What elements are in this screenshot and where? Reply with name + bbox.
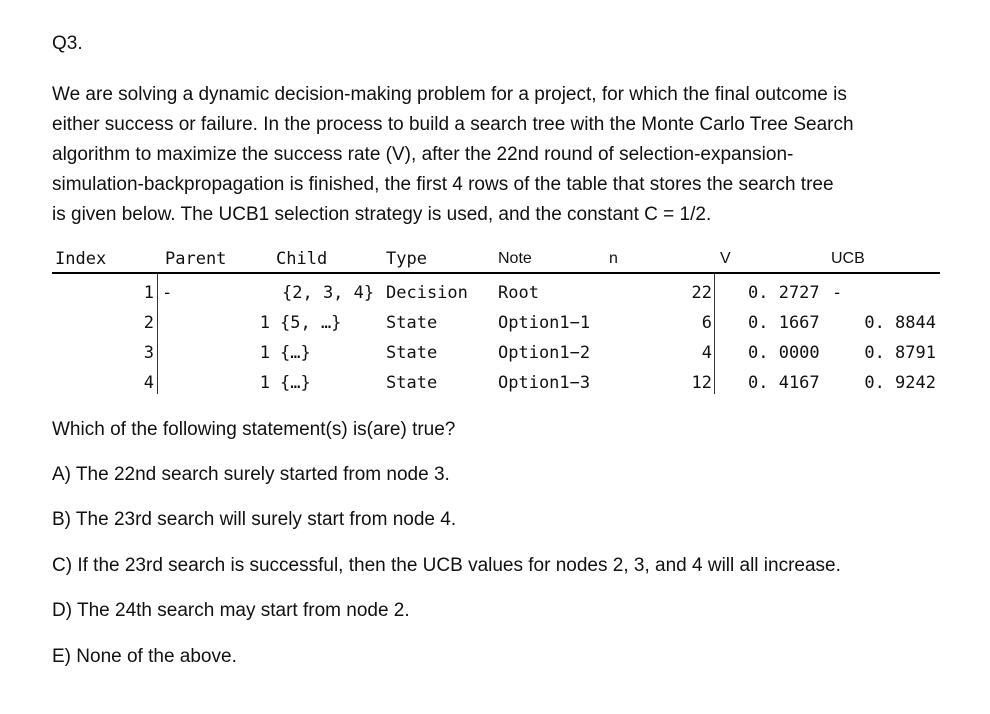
cell-v: 0. 1667 [748,313,820,333]
cell-n: 12 [691,373,712,393]
cell-type: State [386,313,438,333]
cell-type: State [386,343,438,363]
header-rule [52,272,940,274]
option-b: B) The 23rd search will surely start from node 4. [52,509,457,530]
header-child: Child [276,249,328,269]
cell-parent: 1 [259,373,270,393]
cell-parent: 1 [259,343,270,363]
option-e: E) None of the above. [52,646,237,667]
cell-type: State [386,373,438,393]
intro-line: algorithm to maximize the success rate (V), after the 22nd round of selection-expansion- [52,144,794,165]
cell-child: {5, …} [280,313,342,333]
option-a: A) The 22nd search surely started from node 3. [52,464,450,485]
cell-note: Option1−2 [498,343,591,363]
cell-note: Option1−3 [498,373,591,393]
cell-child: {…} [280,373,311,393]
cell-parent: 1 [259,313,270,333]
cell-index: 1 [143,283,154,303]
column-divider [714,274,715,394]
intro-line: is given below. The UCB1 selection strategy is used, and the constant C = 1/2. [52,204,712,225]
header-v: V [720,250,731,267]
cell-child: {2, 3, 4} [282,283,375,303]
intro-line: simulation-backpropagation is finished, the first 4 rows of the table that stores the search tree [52,174,834,195]
header-ucb: UCB [831,250,865,267]
intro-line: We are solving a dynamic decision-making problem for a project, for which the final outcome is [52,84,847,105]
cell-n: 6 [701,313,712,333]
header-index: Index [55,249,107,269]
cell-v: 0. 0000 [748,343,820,363]
header-n: n [609,250,618,267]
cell-parent: - [162,283,173,303]
cell-n: 4 [701,343,712,363]
cell-ucb: 0. 9242 [864,373,936,393]
column-divider [157,274,158,394]
cell-ucb: 0. 8844 [864,313,936,333]
question-prompt: Which of the following statement(s) is(are) true? [52,419,456,440]
question-number: Q3. [52,33,83,54]
cell-ucb: - [832,283,843,303]
option-c: C) If the 23rd search is successful, then the UCB values for nodes 2, 3, and 4 will all increase. [52,555,841,576]
cell-ucb: 0. 8791 [864,343,936,363]
option-d: D) The 24th search may start from node 2. [52,600,410,621]
cell-type: Decision [386,283,468,303]
cell-index: 4 [143,373,154,393]
cell-n: 22 [691,283,712,303]
cell-index: 3 [143,343,154,363]
intro-line: either success or failure. In the process to build a search tree with the Monte Carlo Tree Search [52,114,854,135]
question-intro [52,80,952,230]
search-tree-table [52,245,940,395]
header-type: Type [386,249,427,269]
header-parent: Parent [165,249,227,269]
cell-note: Root [498,283,539,303]
cell-v: 0. 2727 [748,283,820,303]
cell-index: 2 [143,313,154,333]
cell-v: 0. 4167 [748,373,820,393]
header-note: Note [498,250,532,267]
cell-child: {…} [280,343,311,363]
cell-note: Option1−1 [498,313,591,333]
